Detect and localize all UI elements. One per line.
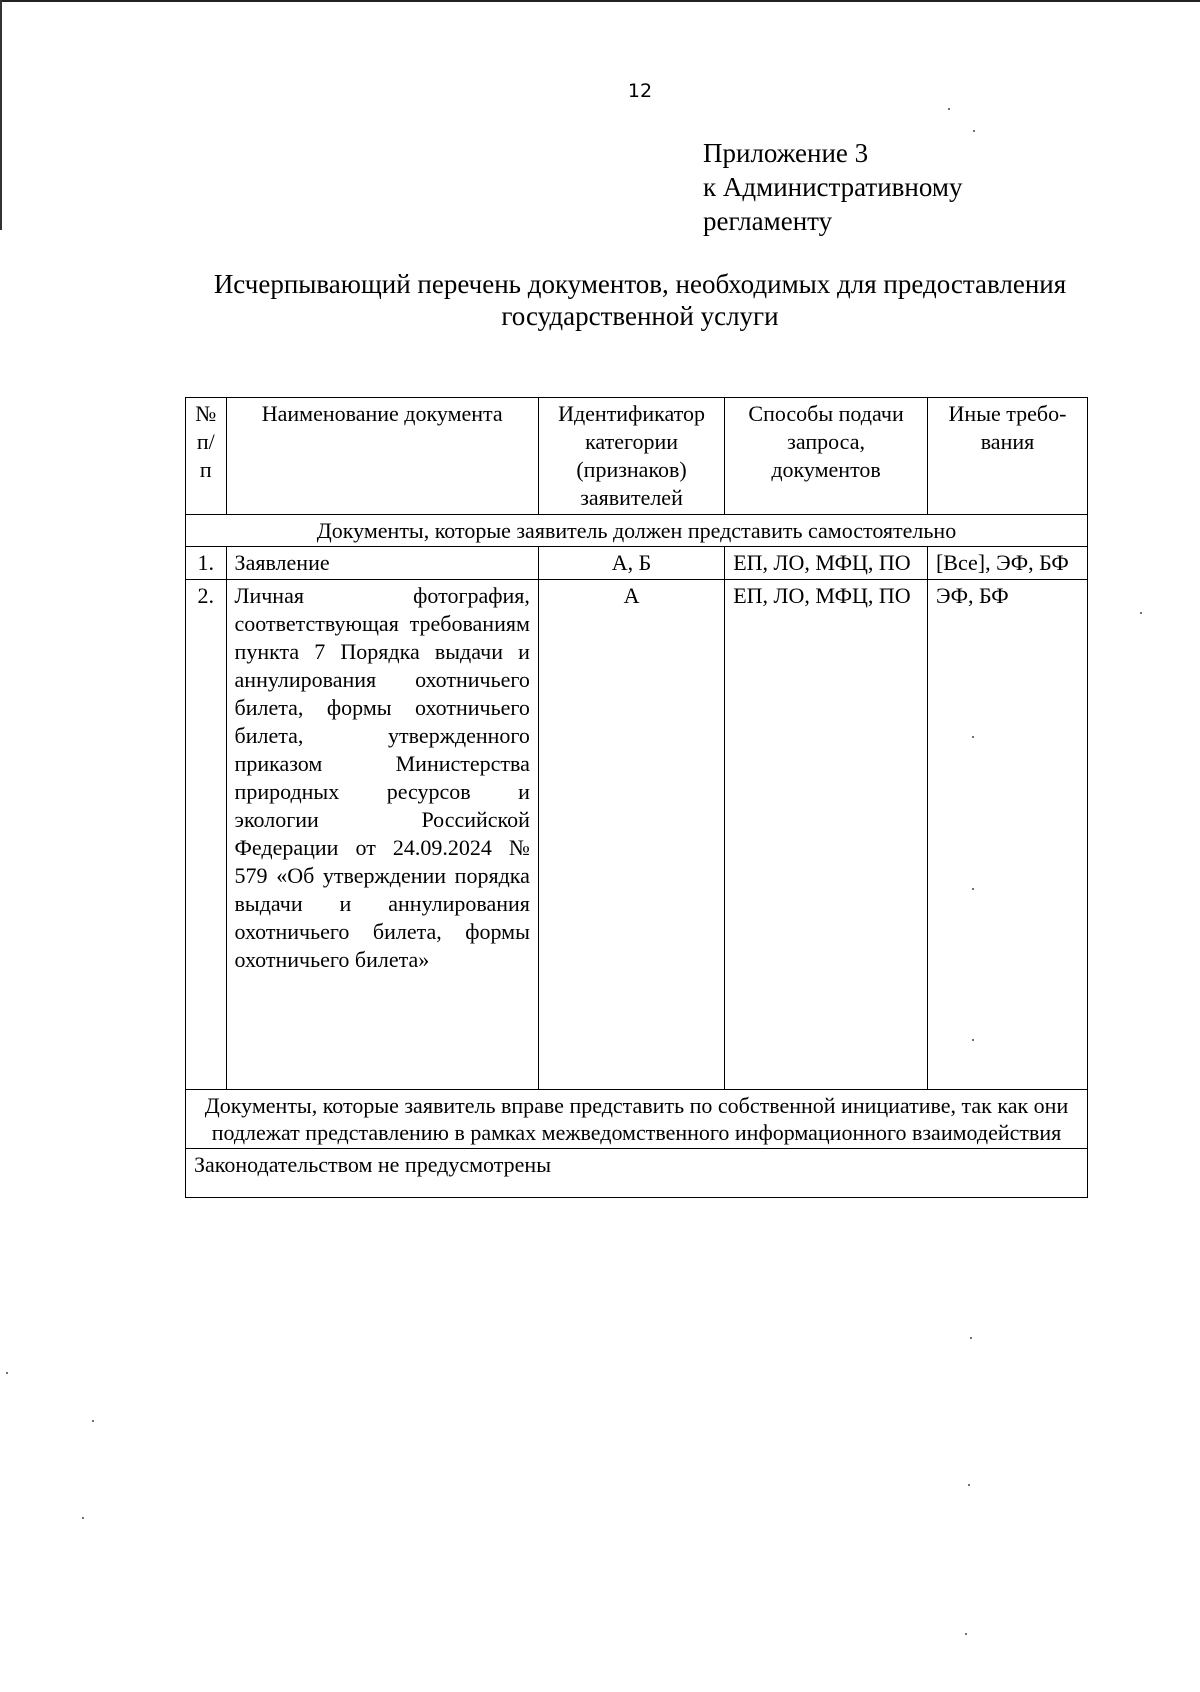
table-header-row (186, 398, 1088, 515)
scan-speck (968, 1484, 970, 1486)
header-name: Наименование документа (226, 398, 538, 515)
row-1-num: 1. (186, 547, 227, 580)
appendix-line-3: регламенту (703, 206, 833, 236)
section-row (186, 1090, 1088, 1149)
scan-speck (965, 1633, 967, 1635)
appendix-line-1: Приложение 3 (703, 138, 869, 168)
title-line-1: Исчерпывающий перечень документов, необходимых для предоставления (213, 269, 1067, 299)
title-line-2: государственной услуги (501, 301, 779, 331)
scan-speck (972, 736, 974, 738)
row-1-name: Заявление (226, 547, 538, 580)
table-row (186, 547, 1088, 580)
header-methods: Способы подачи запроса, документов (725, 398, 928, 515)
documents-table (185, 397, 1088, 1198)
scan-speck (972, 1039, 974, 1041)
scan-speck (6, 1372, 8, 1374)
header-category: Идентификатор категории (признаков) заявителей (538, 398, 724, 515)
scan-edge-top (0, 0, 1200, 2)
appendix-line-2: к Административному (703, 172, 963, 202)
scan-edge-left (0, 0, 2, 230)
scan-speck (970, 1337, 972, 1339)
scan-speck (92, 1420, 94, 1422)
header-other: Иные требо-вания (927, 398, 1087, 515)
table-row (186, 1149, 1088, 1198)
row-1-other: [Все], ЭФ, БФ (927, 547, 1087, 580)
row-2-category: А (538, 580, 724, 1090)
table-row (186, 580, 1088, 1090)
section-2-value: Законодательством не предусмотрены (186, 1149, 1088, 1198)
scan-speck (972, 888, 974, 890)
row-2-num: 2. (186, 580, 227, 1090)
row-2-other: ЭФ, БФ (927, 580, 1087, 1090)
scan-speck (973, 130, 975, 132)
row-1-methods: ЕП, ЛО, МФЦ, ПО (725, 547, 928, 580)
row-1-category: А, Б (538, 547, 724, 580)
appendix-note (703, 136, 962, 238)
section-row (186, 515, 1088, 547)
header-num: № п/п (186, 398, 227, 515)
page-number: 12 (627, 80, 653, 102)
section-2-title: Документы, которые заявитель вправе представить по собственной инициативе, так как они подлежат представлению в рамках межведомственного информационного взаимодействия (186, 1090, 1088, 1149)
row-2-name: Личная фотография, соответствующая требованиям пункта 7 Порядка выдачи и аннулирования охотничьего билета, формы охотничьего билета, утвержденного приказом Министерства природных ресурсов и экологии Российской Федерации от 24.09.2024 № 579 «Об утверждении порядка выдачи и аннулирования охотничьего билета, формы охотничьего билета» (226, 580, 538, 1090)
row-2-methods: ЕП, ЛО, МФЦ, ПО (725, 580, 928, 1090)
section-1-title: Документы, которые заявитель должен представить самостоятельно (186, 515, 1088, 547)
scan-speck (948, 108, 950, 110)
document-title (150, 268, 1130, 332)
scan-speck (82, 1517, 84, 1519)
scan-speck (1140, 612, 1142, 614)
